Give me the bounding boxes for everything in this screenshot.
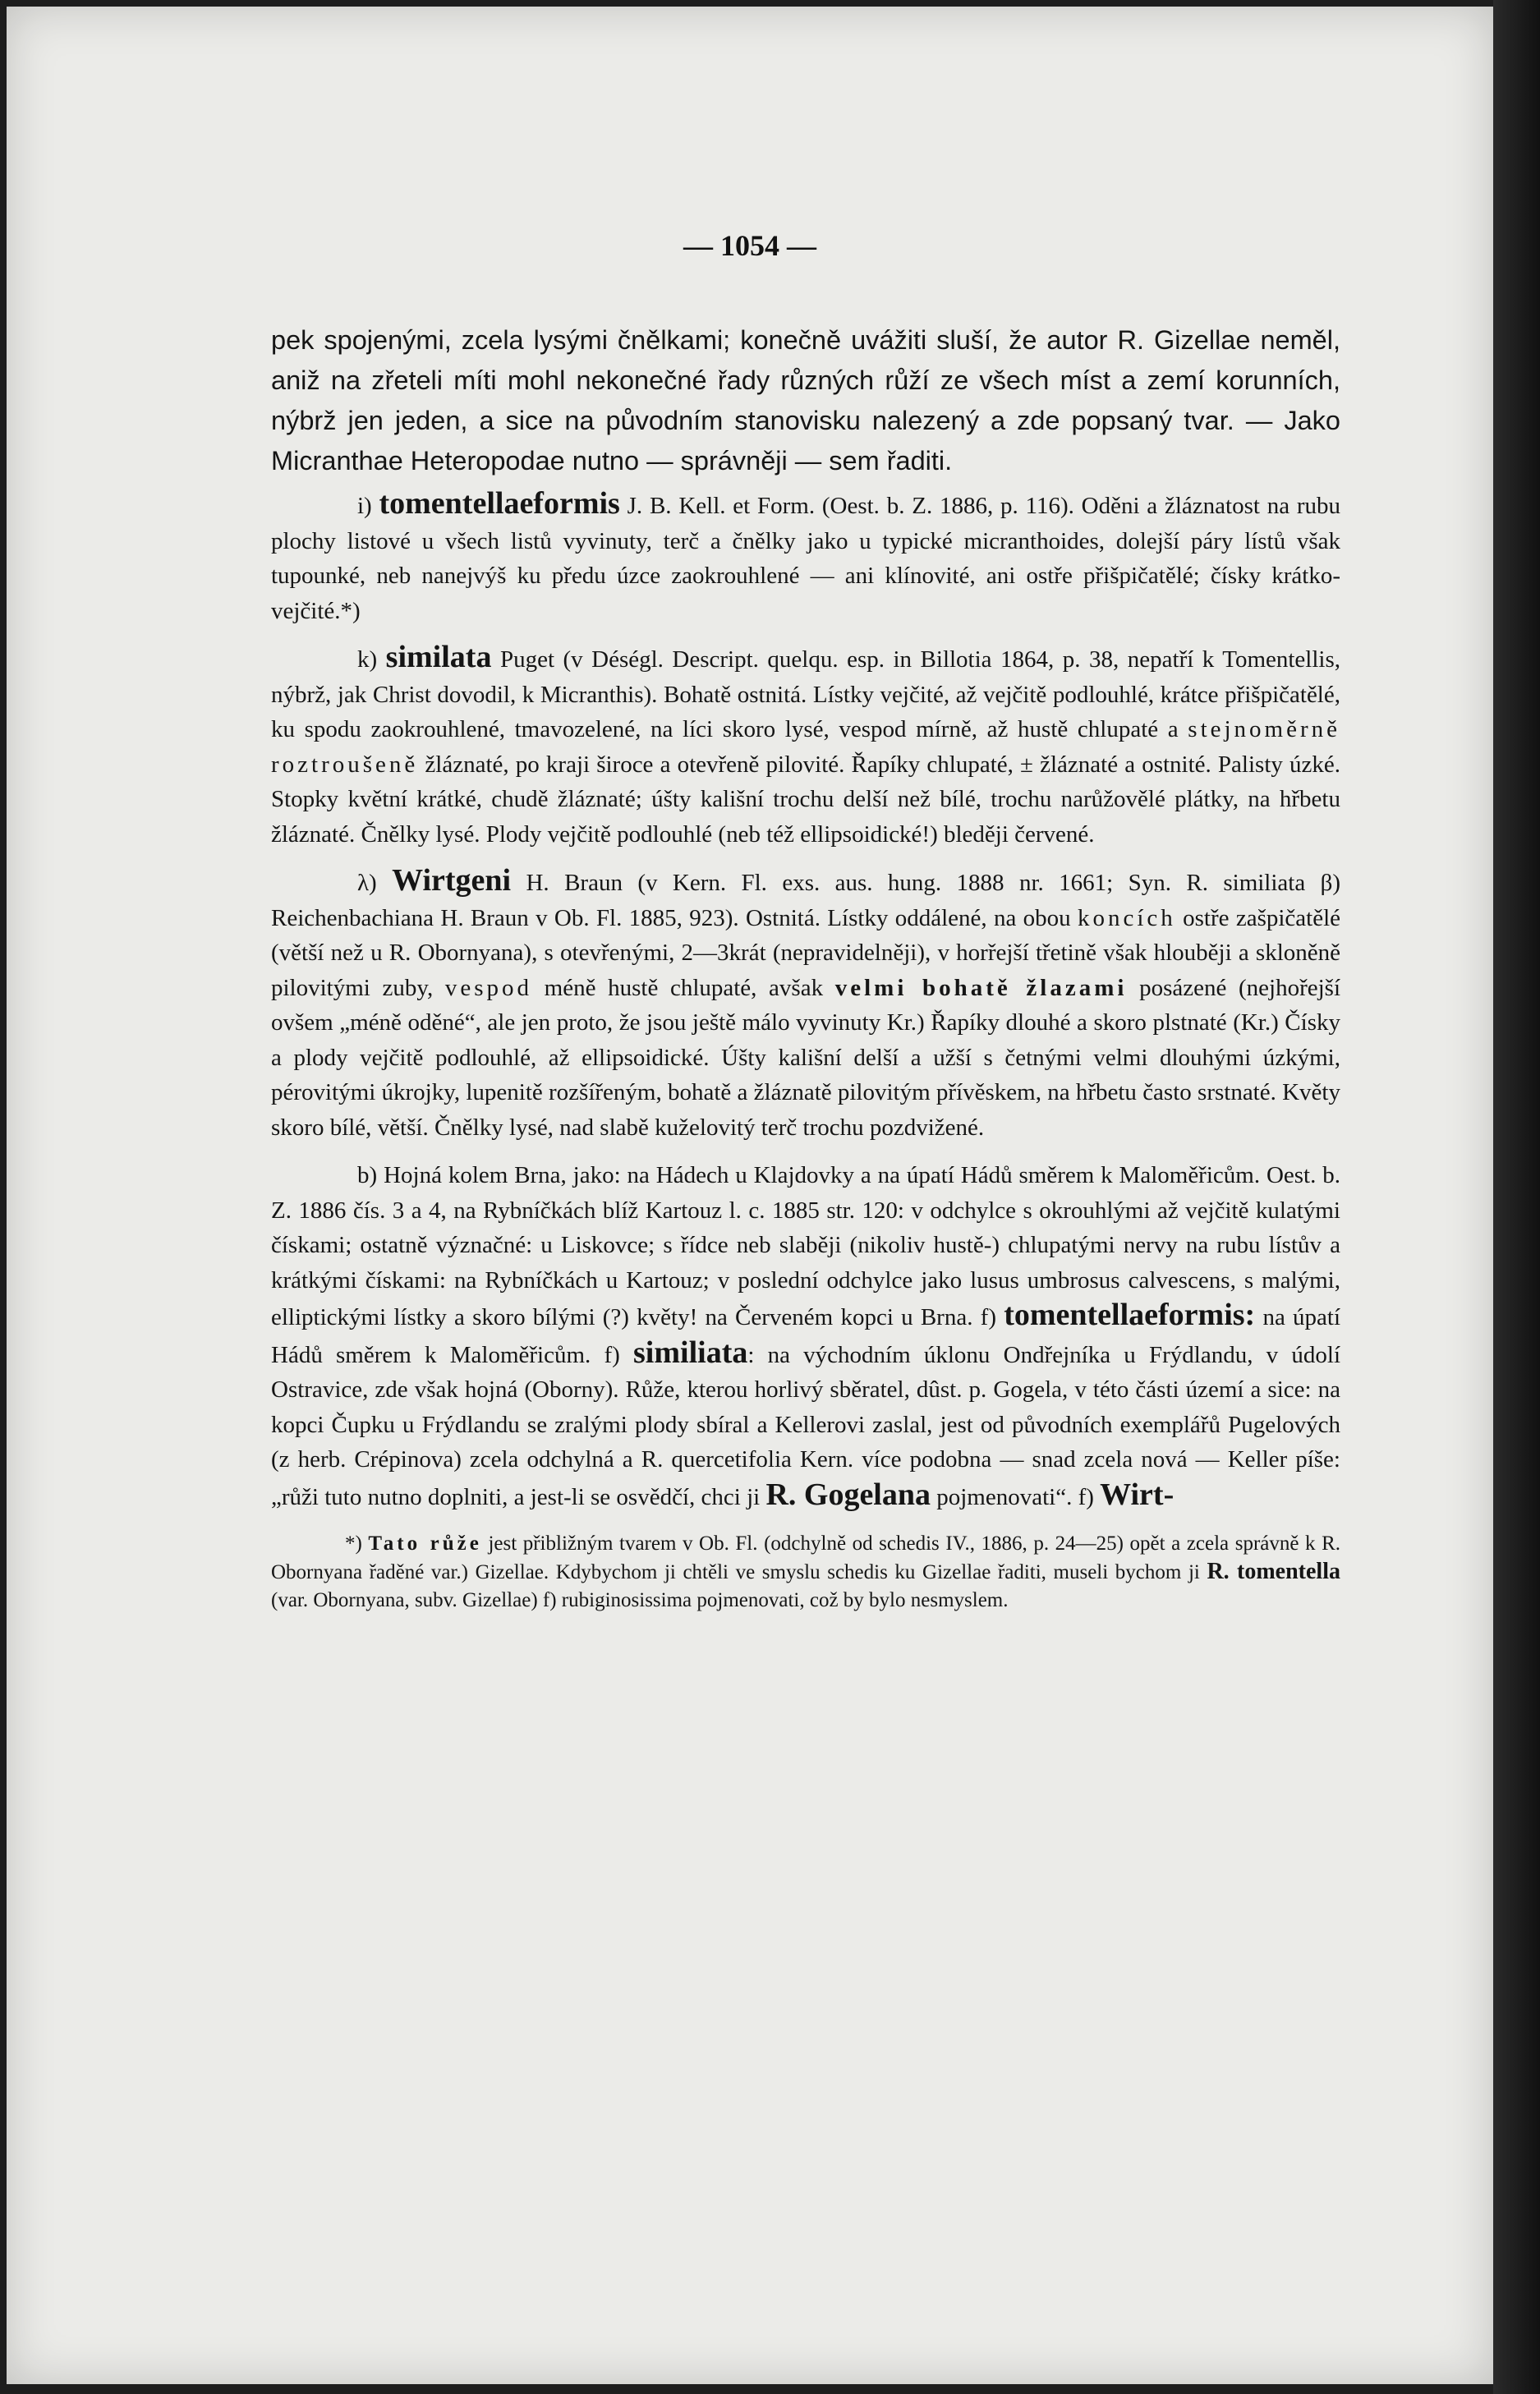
footnote-term: R. tomentella bbox=[1207, 1559, 1340, 1584]
entry-k-letter: k) bbox=[357, 646, 378, 673]
entry-lambda-text: H. Braun (v Kern. Fl. exs. aus. hung. 1888 nr. 1661; Syn. R. similiata β) Reichenbachiana H. Braun v Ob. Fl. 1885, 923). Ostnitá. Lístky oddálené, na obou bbox=[271, 870, 1341, 931]
entry-lambda-spaced3: velmi bohatě žlazami bbox=[834, 974, 1128, 1001]
entry-lambda-text3: méně hustě chlupaté, avšak bbox=[544, 974, 824, 1001]
entry-k-text2: žláznaté, po kraji široce a otevřeně pilovité. Řapíky chlupaté, ± žláznaté a ostnité. Palisty úzké. Stopky květní krátké, chudě žláznaté; úšty kališní trochu delší než bílé, trochu narůžovělé plátky, na hřbetu žláznaté. Čnělky lysé. Plody vejčitě podlouhlé (neb též ellipsoidické!) bleději červené. bbox=[271, 751, 1341, 848]
entry-lambda-term: Wirtgeni bbox=[392, 863, 512, 898]
entry-i-text: J. B. Kell. et Form. (Oest. b. Z. 1886, p. 116). Oděni a žláznatost na rubu plochy listové u všech listů vyvinuty, terč a čnělky jako u typické micranthoides, dolejší páry lístů však tupounké, neb nanejvýš ku předu úzce zaokrouhlené — ani klínovité, ani ostře přišpičatělé; čísky krátko-vejčité.*) bbox=[271, 493, 1340, 624]
entry-k-text: Puget (v Déségl. Descript. quelqu. esp. in Billotia 1864, p. 38, nepatří k Tomentellis, nýbrž, jak Christ dovodil, k Micranthis). Bohatě ostnitá. Lístky vejčité, až vejčitě podlouhlé, krátce přišpičatělé, ku spodu zaokrouhlené, tmavozelené, na líci skoro lysé, vespod mírně, až hustě chlupaté a bbox=[271, 646, 1341, 742]
scanned-page bbox=[7, 7, 1493, 2384]
localities-text3: : na východním úklonu Ondřejníka u Frýdlandu, v údolí Ostravice, zde však hojná (Oborny). Růže, kterou horlivý sběratel, dûst. p. Gogela, v této části území a sice: na kopci Čupku u Frýdlandu se zralými plody sbíral a Kellerovi zaslal, jest od původních exemplářů Pugelových (z herb. Crépinova) zcela odchylná a R. quercetifolia Kern. více podobna — snad zcela nová — Keller píše: „růži tuto nutno doplniti, a jest-li se osvědčí, chci ji bbox=[271, 1341, 1341, 1510]
footnote-marker: *) bbox=[345, 1532, 362, 1555]
localities-term4: Wirt- bbox=[1100, 1477, 1175, 1512]
text-column bbox=[271, 320, 1340, 1615]
footnote-text: jest přibližným tvarem v Ob. Fl. (odchylně od schedis IV., 1886, p. 24—25) opět a zcela správně k R. Obornyana řaděné var.) Gizellae. Kdybychom ji chtěli ve smyslu schedis ku Gizellae řaditi, museli bychom ji bbox=[271, 1532, 1341, 1583]
page-number: — 1054 — bbox=[683, 229, 816, 262]
scan-edge-shadow bbox=[1493, 0, 1540, 2394]
entry-k-term: similata bbox=[385, 640, 492, 674]
localities-term1: tomentellaeformis: bbox=[1004, 1298, 1256, 1332]
entry-i-letter: i) bbox=[357, 493, 372, 519]
localities-text4: pojmenovati“. f) bbox=[936, 1483, 1094, 1510]
entry-k-spaced: stejnoměrně roztroušeně bbox=[271, 716, 1341, 778]
entry-lambda-spaced1: koncích bbox=[1078, 904, 1176, 931]
localities-term2: similiata bbox=[633, 1335, 748, 1370]
footnote-text3: (var. Obornyana, subv. Gizellae) f) rubiginosissima pojmenovati, což by bylo nesmyslem. bbox=[271, 1589, 1009, 1611]
localities-letter: b) bbox=[357, 1162, 378, 1188]
entry-i-term: tomentellaeformis bbox=[379, 486, 620, 521]
localities-text2: na úpatí Hádů směrem k Maloměřicům. f) bbox=[271, 1304, 1341, 1368]
entry-lambda-text2: ostře zašpičatělé (větší než u R. Obornyana), s otevřenými, 2—3krát (nepravidelněji), v horřejší třetině však hlouběji a skloněně pilovitými zuby, bbox=[271, 904, 1341, 1001]
entry-lambda-letter: λ) bbox=[357, 870, 377, 896]
localities-term3: R. Gogelana bbox=[765, 1477, 931, 1512]
localities-text: Hojná kolem Brna, jako: na Hádech u Klajdovky a na úpatí Hádů směrem k Maloměřicům. Oest. b. Z. 1886 čís. 3 a 4, na Rybníčkách blíž Kartouz l. c. 1885 str. 120: v odchylce s okrouhlými až vejčitě kulatými čískami; ostatně význačné: u Liskovce; s řídce neb slaběji (nikoliv hustě-) chlupatými nervy na rubu lístův a krátkými čískami: na Rybníčkách u Kartouz; v poslední odchylce jako lusus umbrosus calvescens, s malými, elliptickými lístky a skoro bílými (?) květy! na Červeném kopci u Brna. f) bbox=[271, 1162, 1340, 1330]
localities-paragraph bbox=[271, 1158, 1340, 1514]
entry-lambda-paragraph bbox=[271, 863, 1340, 1145]
entry-i-paragraph bbox=[271, 486, 1340, 628]
footnote-spaced: Tato růže bbox=[368, 1532, 482, 1555]
footnote bbox=[271, 1530, 1340, 1615]
entry-lambda-spaced2: vespod bbox=[444, 974, 533, 1001]
intro-paragraph: pek spojenými, zcela lysými čnělkami; konečně uvážiti sluší, že autor R. Gizellae neměl, aniž na zřeteli míti mohl nekonečné řady různých růží ze všech míst a zemí korunních, nýbrž jen jeden, a sice na původním stanovisku nalezený a zde popsaný tvar. — Jako Micranthae Heteropodae nutno — správněji — sem řaditi. bbox=[271, 325, 1340, 476]
entry-lambda-text4: posázené (nejhořejší ovšem „méně oděné“, ale jen proto, že jsou ještě málo vyvinuty Kr.) Řapíky dlouhé a skoro plstnaté (Kr.) Čísky a plody vejčitě podlouhlé, až ellipsoidické. Úšty kališní delší a užší s četnými velmi dlouhými úzkými, pérovitými úkrojky, lupenitě rozšířeným, bohatě a žláznatě pilovitým přívěskem, na hřbetu často srstnaté. Květy skoro bílé, větší. Čnělky lysé, nad slabě kuželovitý terč trochu pozdvižené. bbox=[271, 974, 1341, 1141]
entry-k-paragraph bbox=[271, 640, 1340, 852]
